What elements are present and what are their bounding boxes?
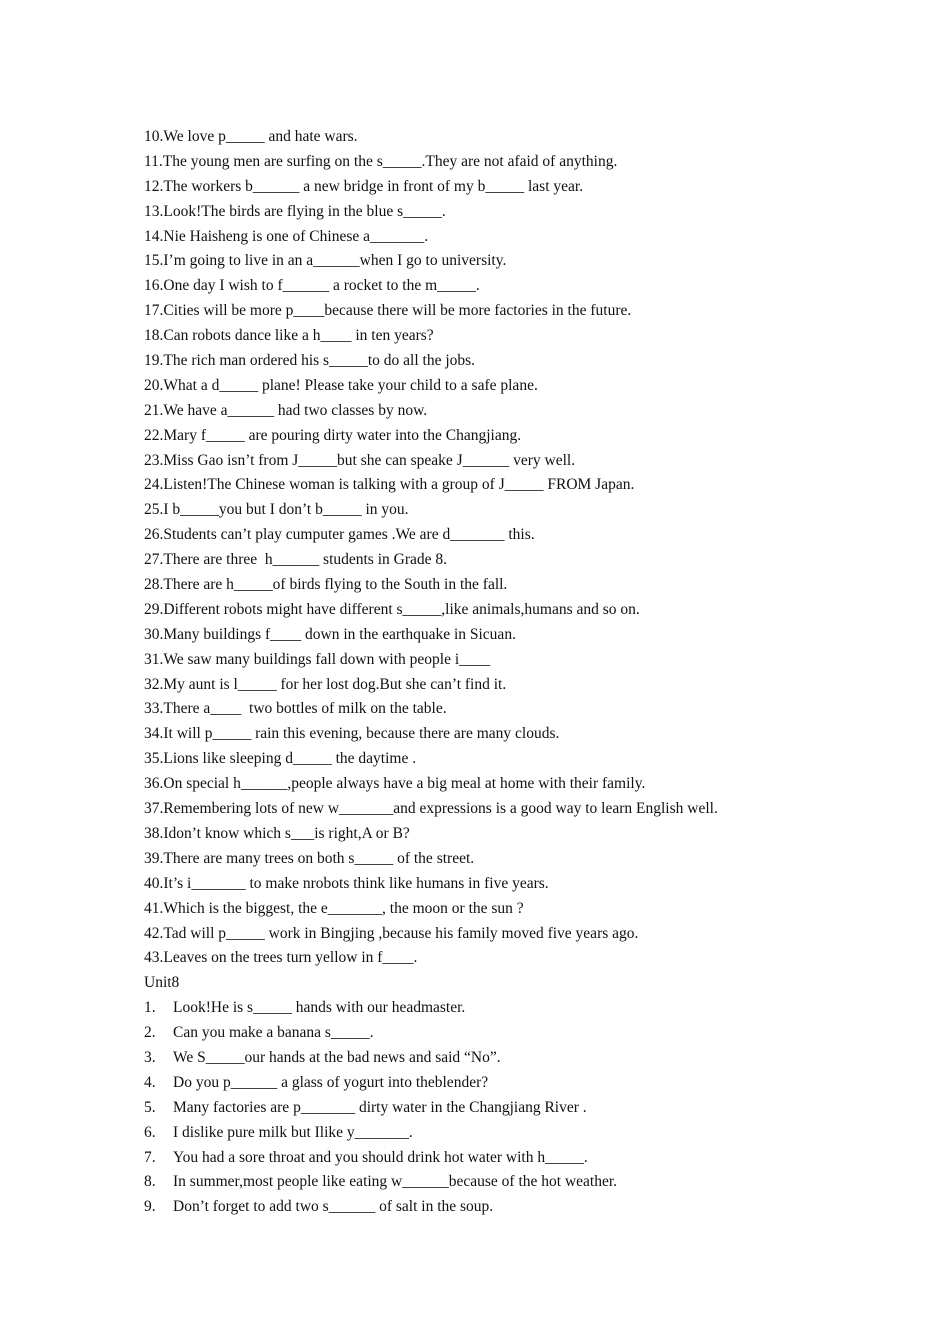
exercise-number: 3. (144, 1048, 156, 1066)
exercise-line: 30.Many buildings f____ down in the earthquake in Sicuan. (144, 625, 516, 643)
exercise-list-part1 (144, 125, 904, 971)
exercise-line: 24.Listen!The Chinese woman is talking with a group of J_____ FROM Japan. (144, 476, 635, 494)
exercise-number: 1. (144, 999, 156, 1017)
exercise-line: 35.Lions like sleeping d_____ the daytime . (144, 750, 417, 768)
numbered-exercise (144, 1046, 904, 1071)
exercise-text: Do you p______ a glass of yogurt into theblender? (173, 1073, 489, 1091)
exercise-line: 11.The young men are surfing on the s_____.They are not afaid of anything. (144, 152, 618, 170)
exercise-line: 19.The rich man ordered his s_____to do all the jobs. (144, 352, 476, 370)
exercise-line: 15.I’m going to live in an a______when I go to university. (144, 252, 507, 270)
numbered-exercise (144, 996, 904, 1021)
exercise-line: 29.Different robots might have different s_____,like animals,humans and so on. (144, 600, 640, 618)
exercise-line: 31.We saw many buildings fall down with people i____ (144, 650, 491, 668)
exercise-line: 22.Mary f_____ are pouring dirty water into the Changjiang. (144, 426, 522, 444)
numbered-exercise (144, 1121, 904, 1146)
exercise-list-part2 (144, 996, 904, 1220)
exercise-line: 39.There are many trees on both s_____ of the street. (144, 849, 475, 867)
exercise-line: 27.There are three h______ students in Grade 8. (144, 551, 448, 569)
exercise-line: 23.Miss Gao isn’t from J_____but she can speake J______ very well. (144, 451, 576, 469)
exercise-line: 21.We have a______ had two classes by now. (144, 401, 428, 419)
unit-heading: Unit8 (144, 974, 180, 992)
exercise-line: 28.There are h_____of birds flying to the South in the fall. (144, 576, 508, 594)
exercise-text: I dislike pure milk but Ilike y_______. (173, 1123, 413, 1141)
exercise-line: 43.Leaves on the trees turn yellow in f____. (144, 949, 418, 967)
exercise-text: You had a sore throat and you should drink hot water with h_____. (173, 1148, 588, 1166)
exercise-line: 14.Nie Haisheng is one of Chinese a_______. (144, 227, 429, 245)
exercise-number: 5. (144, 1098, 156, 1116)
exercise-line: 20.What a d_____ plane! Please take your child to a safe plane. (144, 376, 538, 394)
numbered-exercise (144, 1071, 904, 1096)
exercise-number: 9. (144, 1198, 156, 1216)
exercise-text: In summer,most people like eating w______because of the hot weather. (173, 1173, 618, 1191)
exercise-text: Look!He is s_____ hands with our headmaster. (173, 999, 466, 1017)
exercise-text: Can you make a banana s_____. (173, 1024, 374, 1042)
exercise-line: 37.Remembering lots of new w_______and expressions is a good way to learn English well. (144, 800, 718, 818)
numbered-exercise (144, 1170, 904, 1195)
exercise-line: 25.I b_____you but I don’t b_____ in you. (144, 501, 409, 519)
exercise-number: 7. (144, 1148, 156, 1166)
exercise-text: We S_____our hands at the bad news and said “No”. (173, 1048, 501, 1066)
numbered-exercise (144, 1096, 904, 1121)
numbered-exercise (144, 1021, 904, 1046)
exercise-line: 18.Can robots dance like a h____ in ten years? (144, 327, 434, 345)
exercise-number: 8. (144, 1173, 156, 1191)
exercise-text: Don’t forget to add two s______ of salt in the soup. (173, 1198, 494, 1216)
exercise-number: 2. (144, 1024, 156, 1042)
exercise-number: 6. (144, 1123, 156, 1141)
exercise-line: 40.It’s i_______ to make nrobots think like humans in five years. (144, 874, 549, 892)
numbered-exercise (144, 1195, 904, 1220)
exercise-line: 17.Cities will be more p____because there will be more factories in the future. (144, 302, 632, 320)
numbered-exercise (144, 1146, 904, 1171)
exercise-line: 41.Which is the biggest, the e_______, the moon or the sun ? (144, 899, 524, 917)
exercise-line: 26.Students can’t play cumputer games .We are d_______ this. (144, 526, 535, 544)
exercise-line: 33.There a____ two bottles of milk on the table. (144, 700, 447, 718)
exercise-line: 12.The workers b______ a new bridge in front of my b_____ last year. (144, 177, 584, 195)
exercise-line: 32.My aunt is l_____ for her lost dog.But she can’t find it. (144, 675, 507, 693)
exercise-line: 10.We love p_____ and hate wars. (144, 128, 358, 145)
exercise-number: 4. (144, 1073, 156, 1091)
exercise-line: 13.Look!The birds are flying in the blue s_____. (144, 202, 446, 220)
exercise-line: 34.It will p_____ rain this evening, because there are many clouds. (144, 725, 560, 743)
exercise-line: 38.Idon’t know which s___is right,A or B? (144, 824, 410, 842)
exercise-line: 36.On special h______,people always have a big meal at home with their family. (144, 775, 646, 793)
worksheet-page (144, 125, 904, 1220)
exercise-text: Many factories are p_______ dirty water in the Changjiang River . (173, 1098, 587, 1116)
exercise-line: 42.Tad will p_____ work in Bingjing ,because his family moved five years ago. (144, 924, 639, 942)
exercise-line: 16.One day I wish to f______ a rocket to the m_____. (144, 277, 480, 295)
